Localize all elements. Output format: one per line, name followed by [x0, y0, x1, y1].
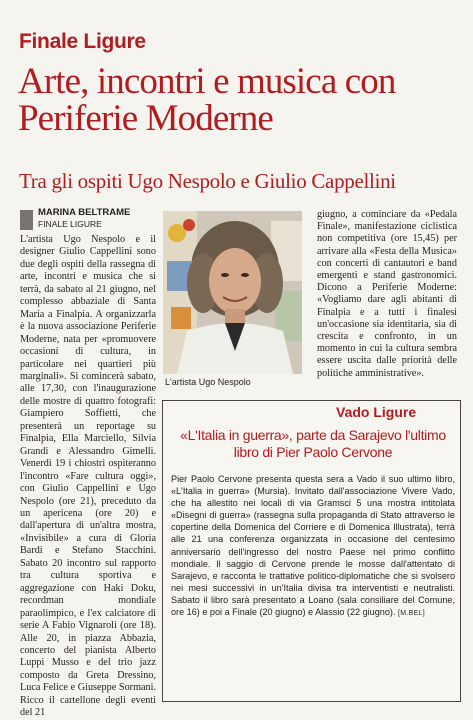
sidebar-body — [171, 473, 455, 620]
headline: Arte, incontri e musica con Periferie Moderne — [18, 61, 396, 139]
subheadline: Tra gli ospiti Ugo Nespolo e Giulio Cappellini — [19, 169, 396, 193]
byline-place: FINALE LIGURE — [38, 219, 102, 229]
artist-portrait-image — [163, 211, 302, 374]
artist-photo — [163, 211, 302, 374]
section-kicker: Finale Ligure — [19, 30, 146, 53]
sidebar-signature: [M.BEL] — [397, 610, 425, 618]
article-column-right: giugno, a cominciare da «Pedala Finale», manifestazione ciclistica non competitiva (ore 15,45) per arrivare alla «Festa della Musica» con concerti di cantautori e band emergenti e stand gastronomici. Dicono a Periferie Moderne: «Vogliamo dare agli abitanti di Finalpia e a tutti i finalesi un'occasione sia identitaria, sia di crescita e confronto, in un momento in cui la cultura sembra essere uscita dalle priorità delle politiche amministrative». — [317, 209, 457, 379]
sidebar-body-text: Pier Paolo Cervone presenta questa sera a Vado il suo ultimo libro, «L'Italia in guerra» (Mursia). Invitato dall'associazione Vivere Vado, che ha allestito nei locali di via Gramsci 5 una mostra intitolata «Disegni di guerra» (rassegna sulla propaganda di Stato attraverso le copertine della Domenica del Corriere e di Domenica Illustrata), terrà alle 21 una conferenza organizzata in occasione del centesimo anniversario dell'ingresso del nostro Paese nel primo conflitto mondiale. Il saggio di Cervone prende le mosse dall'attentato di Sarajevo, e racconta le trattative politico-diplomatiche che si svolsero nei mesi successivi in un'Italia divisa tra interventisti e neutralisti. Sabato il libro sarà presentato a Loano (sala consiliare del Comune, ore 16) e poi a Finale (20 giugno) e Alassio (22 giugno). — [171, 474, 455, 618]
byline-marker — [20, 210, 33, 230]
article-column-left: L'artista Ugo Nespolo e il designer Giulio Cappellini sono due degli ospiti della rassegna di arte, incontri e musica che si terrà, da sabato al 21 giugno, nel complesso abbaziale di Santa Maria a Finalpia. A organizzarla è la nuova associazione Periferie Moderne, nata per «promuovere occasioni di cultura, in particolare nei quartieri più marginali». Si comincerà sabato, alle 17,30, con l'inaugurazione delle mostre di quattro fotografi: Giampiero Soffietti, che presenterà un reportage su Finalpia, Ella Marciello, Silvia Grandi e Alessandro Gimelli. Venerdì 19 i chiostri ospiteranno l'incontro «Fare cultura oggi», con Giulio Cappellini e Ugo Nespolo (ore 21), preceduto da un apericena (ore 20) e dall'apertura di un'altra mostra, «Invisibile» a cura di Gloria Bardi e Stefano Stacchini. Sabato 20 incontro sul rapporto tra cultura sportiva e aggregazione con Haki Doku, recordman mondiale paraolimpico, e l'ex calciatore di serie A Fabio Vignaroli (ore 18). Alle 20, in piazza Abbazia, concerto del pianista Alberto Luppi Musso e del trio jazz composto da Greta Dressino, Luca Felice e Giuseppe Sormani. Ricco il cartellone degli eventi del 21 — [20, 234, 156, 719]
byline-author: MARINA BELTRAME — [38, 207, 131, 218]
photo-caption: L'artista Ugo Nespolo — [165, 377, 251, 387]
sidebar-headline: «L'Italia in guerra», parte da Sarajevo l'ultimo libro di Pier Paolo Cervone — [180, 427, 446, 460]
sidebar-kicker: Vado Ligure — [336, 404, 417, 420]
